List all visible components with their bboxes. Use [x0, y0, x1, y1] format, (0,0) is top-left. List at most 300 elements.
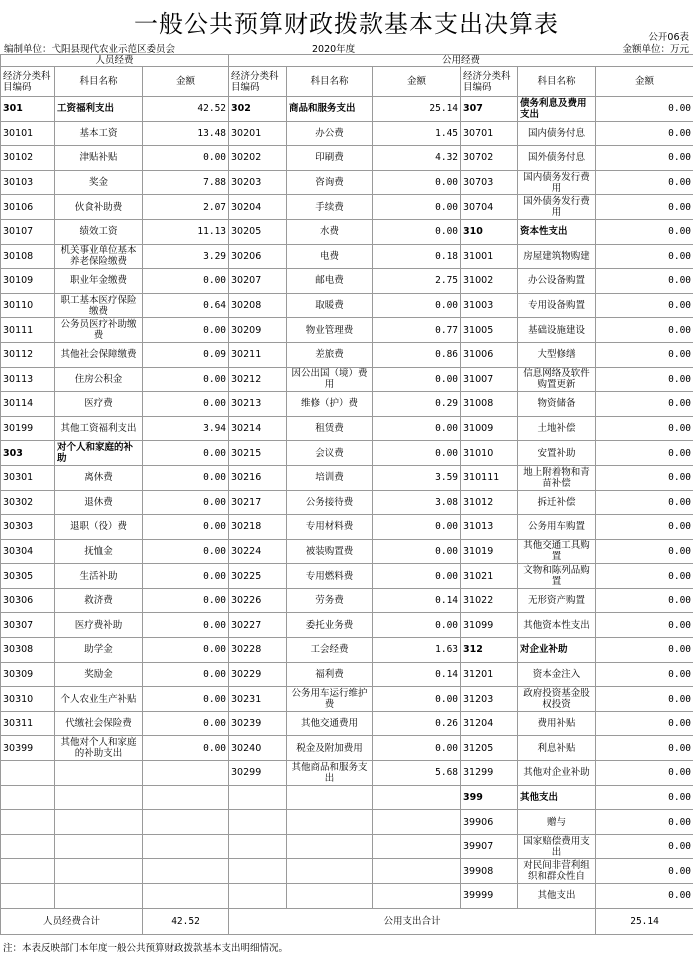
cell-name: 政府投资基金股权投资 — [518, 687, 596, 712]
cell-name: 会议费 — [287, 441, 373, 466]
cell-code: 39999 — [461, 884, 518, 909]
cell-amount: 0.00 — [596, 785, 693, 810]
cell-code: 30231 — [229, 687, 287, 712]
cell-code: 30227 — [229, 613, 287, 638]
cell-name: 租赁费 — [287, 416, 373, 441]
cell-name: 咨询费 — [287, 170, 373, 195]
cell-name: 离休费 — [55, 465, 143, 490]
cell-amount: 0.00 — [596, 736, 693, 761]
cell-code — [229, 884, 287, 909]
cell-name: 住房公积金 — [55, 367, 143, 392]
cell-amount: 0.26 — [373, 711, 461, 736]
cell-name: 其他社会保障缴费 — [55, 342, 143, 367]
cell-name: 抚恤金 — [55, 539, 143, 564]
cell-code: 39907 — [461, 834, 518, 859]
compiling-unit: 编制单位：弋阳县现代农业示范区委员会 — [4, 44, 176, 55]
cell-code — [1, 761, 55, 786]
cell-code: 31008 — [461, 392, 518, 417]
cell-code: 303 — [1, 441, 55, 466]
page-title: 一般公共预算财政拨款基本支出决算表 — [134, 10, 559, 38]
section-public: 公用经费 — [229, 55, 693, 67]
cell-amount: 0.00 — [596, 761, 693, 786]
cell-code: 30224 — [229, 539, 287, 564]
cell-amount: 3.29 — [143, 244, 229, 269]
table-row — [1, 884, 693, 909]
cell-name: 其他交通费用 — [287, 711, 373, 736]
cell-name — [287, 810, 373, 835]
table-row — [1, 613, 693, 638]
cell-name: 差旅费 — [287, 342, 373, 367]
cell-code: 30107 — [1, 219, 55, 244]
cell-amount: 0.00 — [143, 588, 229, 613]
table-row — [1, 662, 693, 687]
cell-amount: 0.00 — [596, 392, 693, 417]
cell-code: 30306 — [1, 588, 55, 613]
cell-amount: 0.00 — [143, 269, 229, 294]
cell-name: 地上附着物和青苗补偿 — [518, 465, 596, 490]
header-code: 经济分类科目编码 — [461, 67, 518, 97]
cell-amount: 0.29 — [373, 392, 461, 417]
cell-code: 30112 — [1, 342, 55, 367]
cell-amount: 3.94 — [143, 416, 229, 441]
cell-amount: 3.08 — [373, 490, 461, 515]
header-code: 经济分类科目编码 — [229, 67, 287, 97]
form-code: 公开06表 — [648, 32, 689, 43]
cell-amount: 0.00 — [596, 884, 693, 909]
cell-name: 其他工资福利支出 — [55, 416, 143, 441]
cell-code — [229, 785, 287, 810]
cell-code: 30212 — [229, 367, 287, 392]
cell-amount: 0.00 — [373, 293, 461, 318]
cell-name — [55, 859, 143, 884]
cell-amount — [143, 761, 229, 786]
cell-name: 国外债务付息 — [518, 146, 596, 171]
cell-code: 30239 — [229, 711, 287, 736]
table-row — [1, 736, 693, 761]
cell-amount: 0.00 — [596, 810, 693, 835]
cell-amount: 0.64 — [143, 293, 229, 318]
cell-amount: 0.00 — [596, 170, 693, 195]
cell-amount: 0.00 — [596, 465, 693, 490]
cell-name: 办公设备购置 — [518, 269, 596, 294]
cell-code: 30225 — [229, 564, 287, 589]
cell-code: 39906 — [461, 810, 518, 835]
cell-code: 30305 — [1, 564, 55, 589]
cell-name: 资本性支出 — [518, 219, 596, 244]
cell-code: 30301 — [1, 465, 55, 490]
cell-code: 31005 — [461, 318, 518, 343]
cell-code: 31201 — [461, 662, 518, 687]
header-name: 科目名称 — [518, 67, 596, 97]
cell-name: 退职（役）费 — [55, 515, 143, 540]
cell-code: 30199 — [1, 416, 55, 441]
cell-amount: 0.00 — [596, 859, 693, 884]
cell-amount: 0.00 — [143, 539, 229, 564]
cell-amount: 0.00 — [143, 465, 229, 490]
cell-amount: 0.00 — [373, 367, 461, 392]
cell-amount: 0.00 — [596, 539, 693, 564]
cell-amount: 0.00 — [596, 269, 693, 294]
cell-amount: 0.00 — [596, 367, 693, 392]
cell-amount: 0.18 — [373, 244, 461, 269]
cell-code — [1, 884, 55, 909]
table-row — [1, 588, 693, 613]
cell-code: 31003 — [461, 293, 518, 318]
cell-amount: 0.00 — [373, 170, 461, 195]
cell-name: 专用设备购置 — [518, 293, 596, 318]
table-row — [1, 170, 693, 195]
cell-name: 对个人和家庭的补助 — [55, 441, 143, 466]
cell-name: 税金及附加费用 — [287, 736, 373, 761]
expenditure-table — [0, 54, 693, 935]
cell-code: 31299 — [461, 761, 518, 786]
cell-name: 大型修缮 — [518, 342, 596, 367]
cell-code: 30228 — [229, 638, 287, 663]
table-row — [1, 121, 693, 146]
cell-amount: 0.09 — [143, 342, 229, 367]
table-row — [1, 711, 693, 736]
cell-amount: 13.48 — [143, 121, 229, 146]
table-row — [1, 219, 693, 244]
table-row — [1, 515, 693, 540]
cell-code: 31099 — [461, 613, 518, 638]
cell-code: 31205 — [461, 736, 518, 761]
public-total-value: 25.14 — [596, 908, 693, 934]
cell-code: 30311 — [1, 711, 55, 736]
cell-name: 职工基本医疗保险缴费 — [55, 293, 143, 318]
cell-amount — [373, 859, 461, 884]
cell-code — [229, 859, 287, 884]
cell-amount: 25.14 — [373, 97, 461, 122]
cell-amount: 2.07 — [143, 195, 229, 220]
cell-amount: 0.00 — [373, 416, 461, 441]
cell-amount — [373, 810, 461, 835]
table-row — [1, 490, 693, 515]
cell-name: 医疗费 — [55, 392, 143, 417]
cell-code: 30704 — [461, 195, 518, 220]
cell-code: 30299 — [229, 761, 287, 786]
cell-amount: 0.14 — [373, 588, 461, 613]
cell-code: 30213 — [229, 392, 287, 417]
cell-name — [55, 834, 143, 859]
cell-code: 310 — [461, 219, 518, 244]
cell-amount: 0.00 — [596, 146, 693, 171]
cell-name: 委托业务费 — [287, 613, 373, 638]
cell-name: 信息网络及软件购置更新 — [518, 367, 596, 392]
cell-name: 物资储备 — [518, 392, 596, 417]
cell-code: 30307 — [1, 613, 55, 638]
table-row — [1, 195, 693, 220]
cell-amount: 0.00 — [373, 564, 461, 589]
cell-name: 机关事业单位基本养老保险缴费 — [55, 244, 143, 269]
cell-name: 个人农业生产补贴 — [55, 687, 143, 712]
cell-amount: 1.63 — [373, 638, 461, 663]
cell-code: 30207 — [229, 269, 287, 294]
cell-amount: 0.00 — [143, 392, 229, 417]
cell-amount: 0.86 — [373, 342, 461, 367]
cell-code: 30209 — [229, 318, 287, 343]
cell-amount: 0.00 — [596, 293, 693, 318]
cell-name: 助学金 — [55, 638, 143, 663]
cell-code: 30108 — [1, 244, 55, 269]
cell-amount: 0.00 — [143, 662, 229, 687]
cell-code: 31001 — [461, 244, 518, 269]
cell-amount: 0.00 — [143, 318, 229, 343]
table-row — [1, 785, 693, 810]
cell-name: 债务利息及费用支出 — [518, 97, 596, 122]
cell-amount: 0.00 — [143, 367, 229, 392]
cell-name: 对民间非营利组织和群众性自 — [518, 859, 596, 884]
cell-name: 福利费 — [287, 662, 373, 687]
cell-amount — [143, 884, 229, 909]
table-row — [1, 638, 693, 663]
cell-name — [287, 859, 373, 884]
cell-name: 对企业补助 — [518, 638, 596, 663]
cell-name: 土地补偿 — [518, 416, 596, 441]
cell-amount: 0.00 — [373, 687, 461, 712]
cell-name: 其他商品和服务支出 — [287, 761, 373, 786]
cell-amount: 0.00 — [596, 638, 693, 663]
cell-name: 其他交通工具购置 — [518, 539, 596, 564]
cell-name: 资本金注入 — [518, 662, 596, 687]
table-row — [1, 810, 693, 835]
cell-name: 代缴社会保险费 — [55, 711, 143, 736]
cell-amount: 0.00 — [373, 441, 461, 466]
cell-amount: 0.00 — [596, 97, 693, 122]
cell-name: 绩效工资 — [55, 219, 143, 244]
cell-code: 31006 — [461, 342, 518, 367]
cell-code: 30310 — [1, 687, 55, 712]
cell-code: 30216 — [229, 465, 287, 490]
table-row — [1, 269, 693, 294]
footnote: 注：本表反映部门本年度一般公共预算财政拨款基本支出明细情况。 — [3, 943, 289, 954]
cell-name: 国内债务付息 — [518, 121, 596, 146]
cell-name: 水费 — [287, 219, 373, 244]
cell-name — [55, 810, 143, 835]
cell-name: 生活补助 — [55, 564, 143, 589]
cell-amount: 42.52 — [143, 97, 229, 122]
cell-code: 30206 — [229, 244, 287, 269]
cell-name: 无形资产购置 — [518, 588, 596, 613]
cell-amount: 0.00 — [596, 662, 693, 687]
cell-amount — [143, 810, 229, 835]
cell-amount: 0.00 — [143, 146, 229, 171]
cell-name: 办公费 — [287, 121, 373, 146]
header-code: 经济分类科目编码 — [1, 67, 55, 97]
cell-code: 30106 — [1, 195, 55, 220]
cell-amount: 4.32 — [373, 146, 461, 171]
cell-name: 专用燃料费 — [287, 564, 373, 589]
cell-name: 国外债务发行费用 — [518, 195, 596, 220]
cell-amount: 0.00 — [373, 736, 461, 761]
cell-code: 30703 — [461, 170, 518, 195]
cell-name: 劳务费 — [287, 588, 373, 613]
cell-code: 312 — [461, 638, 518, 663]
cell-amount: 0.00 — [596, 613, 693, 638]
cell-amount: 7.88 — [143, 170, 229, 195]
cell-name: 拆迁补偿 — [518, 490, 596, 515]
cell-code: 30309 — [1, 662, 55, 687]
cell-name — [287, 834, 373, 859]
cell-code: 30114 — [1, 392, 55, 417]
cell-amount: 0.00 — [373, 613, 461, 638]
cell-amount — [373, 785, 461, 810]
cell-name: 奖励金 — [55, 662, 143, 687]
cell-code: 30217 — [229, 490, 287, 515]
cell-name: 利息补贴 — [518, 736, 596, 761]
cell-name: 维修（护）费 — [287, 392, 373, 417]
cell-name: 其他支出 — [518, 884, 596, 909]
cell-code: 30111 — [1, 318, 55, 343]
cell-amount: 0.00 — [596, 318, 693, 343]
cell-code — [1, 859, 55, 884]
money-unit: 金额单位：万元 — [622, 44, 689, 55]
cell-code: 30102 — [1, 146, 55, 171]
cell-code: 31013 — [461, 515, 518, 540]
cell-name: 公务接待费 — [287, 490, 373, 515]
section-personnel: 人员经费 — [1, 55, 229, 67]
cell-code: 30202 — [229, 146, 287, 171]
cell-code: 30113 — [1, 367, 55, 392]
cell-amount: 0.00 — [143, 687, 229, 712]
cell-name: 公务用车购置 — [518, 515, 596, 540]
cell-name: 退休费 — [55, 490, 143, 515]
cell-amount: 0.00 — [596, 834, 693, 859]
cell-name: 奖金 — [55, 170, 143, 195]
cell-name: 工资福利支出 — [55, 97, 143, 122]
cell-name: 安置补助 — [518, 441, 596, 466]
table-row — [1, 441, 693, 466]
table-row — [1, 146, 693, 171]
cell-amount — [143, 859, 229, 884]
cell-amount: 0.00 — [596, 416, 693, 441]
cell-amount: 0.00 — [596, 195, 693, 220]
cell-name: 电费 — [287, 244, 373, 269]
cell-amount: 0.00 — [596, 711, 693, 736]
cell-name: 印刷费 — [287, 146, 373, 171]
cell-amount: 0.00 — [596, 515, 693, 540]
cell-code: 30110 — [1, 293, 55, 318]
cell-name: 职业年金缴费 — [55, 269, 143, 294]
cell-name: 基本工资 — [55, 121, 143, 146]
cell-code: 31022 — [461, 588, 518, 613]
cell-code: 31012 — [461, 490, 518, 515]
cell-code: 307 — [461, 97, 518, 122]
cell-name: 基础设施建设 — [518, 318, 596, 343]
cell-code: 30218 — [229, 515, 287, 540]
table-row — [1, 761, 693, 786]
cell-amount: 0.00 — [143, 564, 229, 589]
cell-code: 310111 — [461, 465, 518, 490]
cell-name — [55, 884, 143, 909]
cell-name: 专用材料费 — [287, 515, 373, 540]
cell-code — [1, 810, 55, 835]
cell-amount — [373, 884, 461, 909]
cell-name: 国内债务发行费用 — [518, 170, 596, 195]
cell-code: 31019 — [461, 539, 518, 564]
fiscal-year: 2020年度 — [312, 44, 356, 55]
cell-amount: 3.59 — [373, 465, 461, 490]
table-row — [1, 859, 693, 884]
cell-code: 31002 — [461, 269, 518, 294]
cell-amount: 0.00 — [373, 219, 461, 244]
cell-name — [287, 785, 373, 810]
cell-amount: 0.00 — [373, 515, 461, 540]
cell-code: 31007 — [461, 367, 518, 392]
header-amount: 金额 — [373, 67, 461, 97]
cell-code: 302 — [229, 97, 287, 122]
cell-name: 物业管理费 — [287, 318, 373, 343]
cell-amount: 0.14 — [373, 662, 461, 687]
cell-amount: 0.00 — [143, 441, 229, 466]
cell-name: 津贴补贴 — [55, 146, 143, 171]
cell-name: 商品和服务支出 — [287, 97, 373, 122]
cell-code: 30214 — [229, 416, 287, 441]
table-row — [1, 564, 693, 589]
cell-name: 公务员医疗补助缴费 — [55, 318, 143, 343]
cell-code: 30101 — [1, 121, 55, 146]
cell-code: 30303 — [1, 515, 55, 540]
cell-amount: 1.45 — [373, 121, 461, 146]
cell-code: 30204 — [229, 195, 287, 220]
cell-amount: 0.00 — [143, 711, 229, 736]
table-row — [1, 687, 693, 712]
cell-amount: 0.00 — [596, 219, 693, 244]
personnel-total-value: 42.52 — [143, 908, 229, 934]
cell-name — [55, 785, 143, 810]
table-row — [1, 97, 693, 122]
table-row — [1, 416, 693, 441]
table-row — [1, 392, 693, 417]
cell-code: 31010 — [461, 441, 518, 466]
cell-code: 30201 — [229, 121, 287, 146]
cell-amount — [143, 834, 229, 859]
cell-code — [229, 810, 287, 835]
cell-code — [229, 834, 287, 859]
cell-name: 手续费 — [287, 195, 373, 220]
table-row — [1, 342, 693, 367]
cell-code: 30399 — [1, 736, 55, 761]
table-row — [1, 465, 693, 490]
cell-amount: 0.00 — [596, 564, 693, 589]
cell-amount: 0.00 — [143, 613, 229, 638]
cell-amount: 0.00 — [143, 515, 229, 540]
public-total-label: 公用支出合计 — [229, 908, 596, 934]
cell-name: 工会经费 — [287, 638, 373, 663]
cell-name: 费用补贴 — [518, 711, 596, 736]
cell-code: 31021 — [461, 564, 518, 589]
table-row — [1, 539, 693, 564]
cell-code: 39908 — [461, 859, 518, 884]
cell-amount: 0.00 — [373, 195, 461, 220]
cell-name: 培训费 — [287, 465, 373, 490]
cell-name: 救济费 — [55, 588, 143, 613]
cell-name: 其他对个人和家庭的补助支出 — [55, 736, 143, 761]
cell-code: 30109 — [1, 269, 55, 294]
cell-code: 30215 — [229, 441, 287, 466]
table-row — [1, 293, 693, 318]
cell-amount: 0.00 — [596, 441, 693, 466]
cell-code: 301 — [1, 97, 55, 122]
cell-code: 31203 — [461, 687, 518, 712]
cell-name: 被装购置费 — [287, 539, 373, 564]
cell-amount — [373, 834, 461, 859]
cell-name: 其他支出 — [518, 785, 596, 810]
cell-code: 31204 — [461, 711, 518, 736]
cell-code: 30208 — [229, 293, 287, 318]
cell-name: 公务用车运行维护费 — [287, 687, 373, 712]
header-amount: 金额 — [143, 67, 229, 97]
